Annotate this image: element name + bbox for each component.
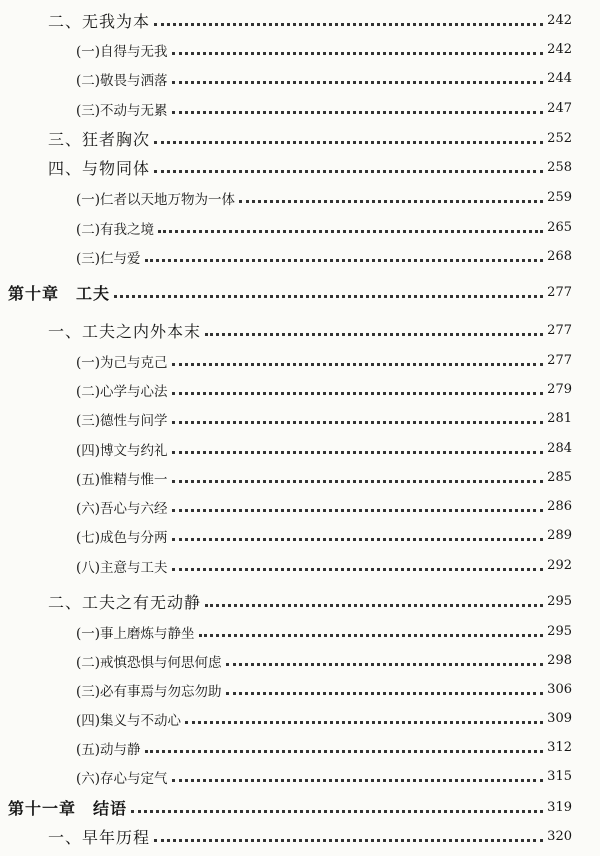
toc-title: 一、工夫之内外本末 [48, 322, 202, 341]
toc-title: (二)有我之境 [76, 221, 155, 238]
toc-entry [0, 521, 600, 550]
leader-dots [172, 778, 544, 782]
leader-dots [226, 691, 544, 695]
toc-entry [0, 6, 600, 35]
toc-title: 第十一章 结语 [8, 799, 128, 818]
toc-entry [0, 375, 600, 404]
toc-title: (三)不动与无累 [76, 102, 168, 119]
toc-entry [0, 64, 600, 93]
leader-dots [145, 258, 544, 262]
toc-title: 第十章 工夫 [8, 284, 111, 303]
toc-page-number: 259 [547, 190, 572, 205]
toc-title: 二、工夫之有无动静 [48, 593, 202, 612]
leader-dots [172, 508, 544, 512]
leader-dots [145, 749, 544, 753]
toc-entry [0, 124, 600, 153]
toc-entry [0, 404, 600, 433]
toc-entry [0, 242, 600, 271]
toc-page-number: 315 [547, 769, 572, 784]
leader-dots [154, 169, 543, 173]
toc-title: (七)成色与分两 [76, 529, 168, 546]
toc-entry [0, 492, 600, 521]
toc-title: (二)敬畏与洒落 [76, 72, 168, 89]
toc-page-number: 285 [547, 470, 572, 485]
leader-dots [154, 838, 543, 842]
toc-page-number: 284 [547, 441, 572, 456]
leader-dots [172, 110, 544, 114]
toc-entry [0, 213, 600, 242]
leader-dots [172, 567, 544, 571]
toc-title: (三)德性与问学 [76, 412, 168, 429]
leader-dots [172, 80, 544, 84]
toc-entry [0, 551, 600, 580]
toc-title: (二)戒慎恐惧与何思何虑 [76, 654, 222, 671]
toc-page-number: 312 [547, 740, 572, 755]
toc-title: 三、狂者胸次 [48, 130, 151, 149]
toc-entry [0, 704, 600, 733]
toc-page-number: 292 [547, 558, 572, 573]
toc-entry [0, 463, 600, 492]
toc-entry [0, 793, 600, 822]
toc-page-number: 247 [547, 101, 572, 116]
toc-entry [0, 822, 600, 851]
toc-title: (一)为己与克己 [76, 354, 168, 371]
toc-entry [0, 762, 600, 791]
toc-entry [0, 35, 600, 64]
toc-page-number: 279 [547, 382, 572, 397]
toc-title: (八)主意与工夫 [76, 559, 168, 576]
leader-dots [185, 720, 543, 724]
toc-page-number: 286 [547, 499, 572, 514]
toc-page-number: 320 [547, 829, 572, 844]
toc-title: 二、无我为本 [48, 12, 151, 31]
toc-title: (五)惟精与惟一 [76, 471, 168, 488]
toc-entry [0, 617, 600, 646]
leader-dots [172, 479, 544, 483]
toc-entry [0, 587, 600, 616]
toc-entry [0, 278, 600, 307]
toc-page-number: 306 [547, 682, 572, 697]
leader-dots [172, 362, 544, 366]
leader-dots [154, 140, 543, 144]
toc-title: 四、与物同体 [48, 159, 151, 178]
leader-dots [131, 809, 543, 813]
toc-page-number: 252 [547, 131, 572, 146]
leader-dots [172, 420, 544, 424]
leader-dots [205, 603, 543, 607]
toc-title: (一)自得与无我 [76, 43, 168, 60]
toc-entry [0, 434, 600, 463]
toc-title: (二)心学与心法 [76, 383, 168, 400]
toc-page-number: 289 [547, 528, 572, 543]
toc-page-number: 268 [547, 249, 572, 264]
toc-entry [0, 94, 600, 123]
toc-title: (一)仁者以天地万物为一体 [76, 191, 236, 208]
leader-dots [172, 537, 544, 541]
leader-dots [239, 199, 543, 203]
leader-dots [172, 450, 544, 454]
toc-title: (一)事上磨炼与静坐 [76, 625, 195, 642]
toc-page-number: 277 [547, 353, 572, 368]
toc-entry [0, 733, 600, 762]
toc-title: (五)动与静 [76, 741, 141, 758]
toc-title: (四)博文与约礼 [76, 442, 168, 459]
toc-page-number: 295 [547, 594, 572, 609]
toc-entry [0, 153, 600, 182]
toc-entry [0, 675, 600, 704]
toc-page-number: 244 [547, 71, 572, 86]
leader-dots [114, 294, 543, 298]
toc-title: (三)必有事焉与勿忘勿助 [76, 683, 222, 700]
leader-dots [154, 22, 543, 26]
toc-title: (六)吾心与六经 [76, 500, 168, 517]
leader-dots [199, 633, 544, 637]
toc-page-number: 242 [547, 42, 572, 57]
toc-page-number: 298 [547, 653, 572, 668]
leader-dots [158, 229, 543, 233]
leader-dots [226, 662, 544, 666]
toc-page-number: 265 [547, 220, 572, 235]
toc-page-number: 319 [547, 800, 572, 815]
toc-page-number: 309 [547, 711, 572, 726]
leader-dots [172, 51, 544, 55]
toc-page-number: 242 [547, 13, 572, 28]
toc-title: (六)存心与定气 [76, 770, 168, 787]
leader-dots [172, 391, 544, 395]
toc-page-number: 258 [547, 160, 572, 175]
leader-dots [205, 332, 543, 336]
toc-entry [0, 183, 600, 212]
toc-entry [0, 346, 600, 375]
toc-page-number: 281 [547, 411, 572, 426]
toc-page-number: 277 [547, 323, 572, 338]
toc-entry [0, 646, 600, 675]
toc-title: (三)仁与爱 [76, 250, 141, 267]
toc-page-number: 295 [547, 624, 572, 639]
toc-title: (四)集义与不动心 [76, 712, 182, 729]
toc-page-number: 277 [547, 285, 572, 300]
toc-title: 一、早年历程 [48, 828, 151, 847]
toc-entry [0, 316, 600, 345]
